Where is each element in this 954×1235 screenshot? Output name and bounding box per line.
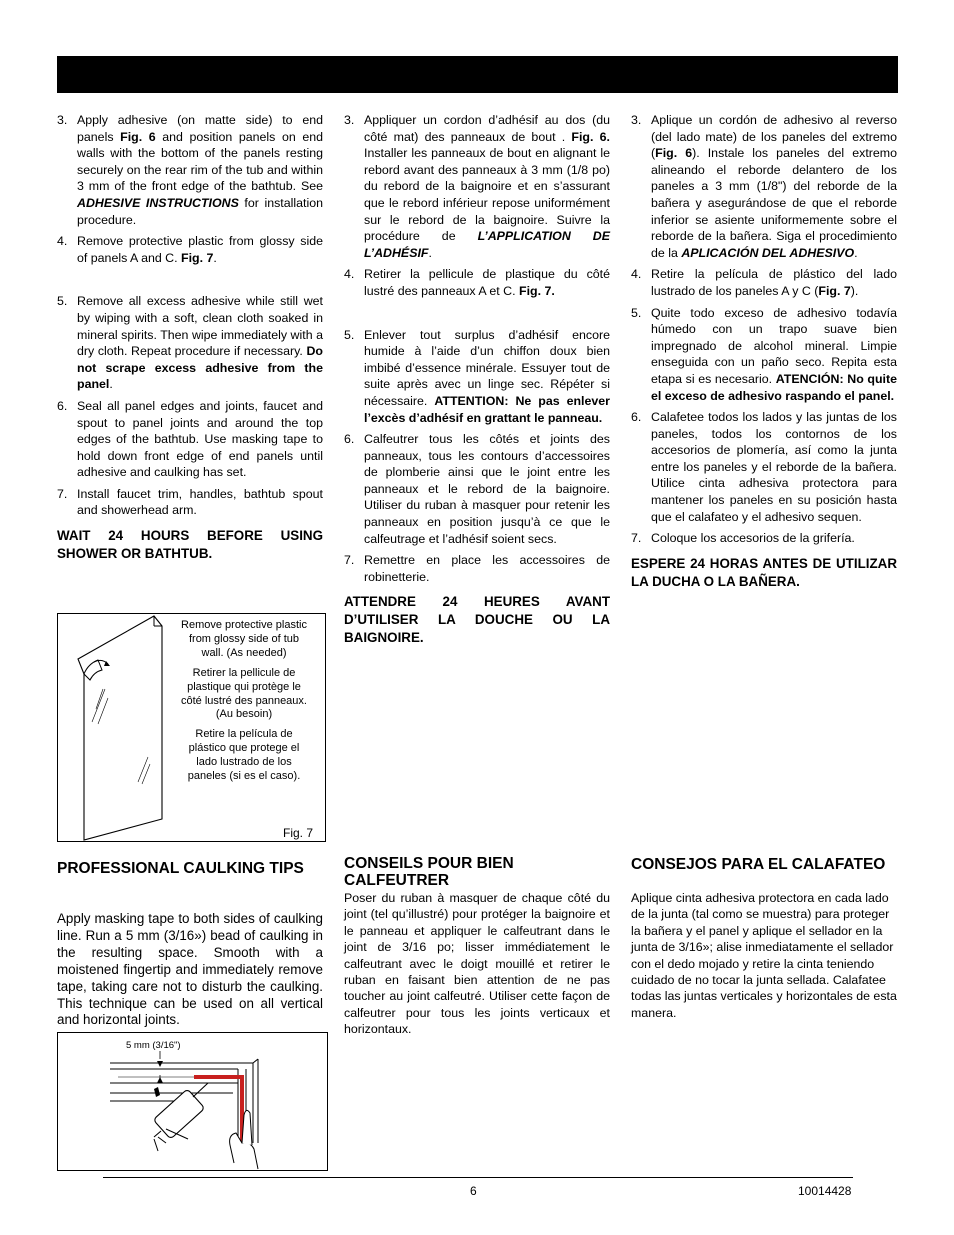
caulking-text-en: Apply masking tape to both sides of caulking line. Run a 5 mm (3/16») bead of caulking in the resulting space. Smooth with a moistened fingertip and immediately remove tape, taking care not to disturb the caulking. This technique can be used on all vertical and horizontal joints. (57, 911, 323, 1028)
header-bar (57, 56, 898, 93)
step-4-fr: 4. Retirer la pellicule de plastique du côté lustré des panneaux A et C. Fig. 7. (344, 267, 610, 298)
step-3-en: 3. Apply adhesive (on matte side) to end panels Fig. 6 and position panels on end walls with the bottom of the panels resting securely on the rear rim of the tub and within 3 mm of the front edge of the bathtub. See ADHESIVE INSTRUCTIONS for installation procedure. (57, 113, 323, 227)
caption-es: Retire la película de plástico que protege el lado lustrado de los paneles (si es el caso). (187, 728, 301, 783)
figure-label: Fig. 7 (282, 826, 313, 840)
step-3-es: 3. Aplique un cordón de adhesivo al reverso (del lado mate) de los paneles del extremo (Fig. 6). Instale los paneles del extremo alineando el reborde delantero de los paneles a 3 mm (1/8") del reborde de la bañera y asegurándose de que el reborde inferior se asiente uniformemente sobre el reborde de la bañera. Siga el procedimiento de la APLICACIÓN DEL ADHESIVO. (631, 113, 897, 260)
step-5-fr: 5. Enlever tout surplus d’adhésif encore humide à l’aide d’un chiffon doux bien imbibé d’essence minérale. Essuyer tout de suite après avec un linge sec. Répéter si nécessaire. ATTENTION: Ne pas enlever l’excès d’adhésif en grattant le panneau. (344, 327, 610, 425)
caption-fr: Retirer la pellicule de plastique qui protège le côté lustré des panneaux. (Au besoin) (181, 666, 307, 721)
step-5-es: 5. Quite todo exceso de adhesivo todavía húmedo con un trapo suave bien impregnado de alcohol mineral. Limpie enseguida con un paño seco. Repita esta etapa si es necesario. ATENCIÓN: No quite el exceso de adhesivo raspando el panel. (631, 305, 897, 403)
step-7-es: 7. Coloque los accesorios de la grifería. (631, 531, 855, 546)
caulking-text-fr: Poser du ruban à masquer de chaque côté du joint (tel qu’illustré) pour protéger la baignoire et le panneau et appliquer le calfeutrant dans le joint de 3/16 po; lisser immédiatement le calfeutrant avec le doigt mouillé et retirer le ruban en faisant bien attention de ne pas toucher au joint calfeutré. Utiliser cette façon de calfeutrer pour tous les joints verticaux et horizontaux. (344, 891, 610, 1037)
caulking-title-fr: CONSEILS POUR BIEN CALFEUTRER (344, 855, 514, 889)
caulking-figure (57, 1032, 328, 1171)
step-4-en: 4. Remove protective plastic from glossy side of panels A and C. Fig. 7. (57, 234, 323, 265)
figure-7-captions (180, 619, 308, 790)
panel-peel-illustration (58, 614, 188, 841)
spanish-column (631, 112, 897, 591)
step-6-es: 6. Calafetee todos los lados y las juntas de los paneles, todos los contornos de los accesorios de plomería, así como la junta entre los paneles y el reborde de la bañera. Utilice cinta adhesiva protectora para mantener los paneles en su posición hasta que el calafateo y el adhesivo sequen. (631, 410, 897, 524)
english-column (57, 112, 323, 563)
bead-dimension-label: 5 mm (3/16") (126, 1040, 181, 1051)
step-7-fr: 7. Remettre en place les accessoires de robinetterie. (344, 553, 610, 584)
caulking-illustration (58, 1033, 327, 1170)
step-6-fr: 6. Calfeutrer tous les côtés et joints des panneaux, tous les contours d’accessoires de plomberie ainsi que le joint entre les panneaux et le rebord de la baignoire. Utiliser du ruban à masquer pour retenir les panneaux en position jusqu’à ce que le calfeutrage et l’adhésif soient secs. (344, 432, 610, 546)
wait-notice-es: ESPERE 24 HORAS ANTES DE UTILIZAR LA DUCHA O LA BAÑERA. (631, 555, 897, 589)
step-6-en: 6. Seal all panel edges and joints, faucet and spout to panel joints and around the top edges of the bathtub. Use masking tape to hold down front edge of end panels until adhesive and caulking has set. (57, 398, 323, 480)
french-column (344, 112, 610, 647)
step-4-es: 4. Retire la película de plástico del lado lustrado de los paneles A y C (Fig. 7). (631, 267, 897, 298)
wait-notice-en: WAIT 24 HOURS BEFORE USING SHOWER OR BATHTUB. (57, 528, 323, 562)
footer-rule (103, 1177, 853, 1178)
figure-7 (57, 613, 326, 842)
document-number: 10014428 (798, 1184, 852, 1198)
caulking-title-es: CONSEJOS PARA EL CALAFATEO (631, 856, 886, 873)
step-7-en: 7. Install faucet trim, handles, bathtub spout and showerhead arm. (57, 486, 323, 518)
wait-notice-fr: ATTENDRE 24 HEURES AVANT D’UTILISER LA DOUCHE OU LA BAIGNOIRE. (344, 594, 610, 646)
step-5-en: 5. Remove all excess adhesive while still wet by wiping with a soft, clean cloth soaked in mineral spirits. Then wipe immediately with a dry cloth. Repeat procedure if necessary. Do not scrape excess adhesive from the panel. (57, 294, 323, 392)
caption-en: Remove protective plastic from glossy side of tub wall. (As needed) (181, 619, 307, 659)
caulking-text-es: Aplique cinta adhesiva protectora en cada lado de la junta (tal como se muestra) para proteger la bañera y el panel y aplique el sellador en la junta de 3/16»; alise inmediatamente el sellador con el dedo mojado y retire la cinta teniendo cuidado de no tocar la junta sellada. Calafatee todas las juntas verticales y horizontales de esta manera. (631, 891, 897, 1020)
page-number: 6 (470, 1184, 477, 1198)
caulking-title-en: PROFESSIONAL CAULKING TIPS (57, 860, 304, 877)
step-3-fr: 3. Appliquer un cordon d’adhésif au dos (du côté mat) des panneaux de bout . Fig. 6. Installer les panneaux de bout en alignant le rebord avant des panneaux à 3 mm (1/8 po) du rebord de la baignoire et en s’assurant que le rebord inférieur repose uniformément sur le rebord de la baignoire. Suivre la procédure de L’APPLICATION DE L’ADHÉSIF. (344, 113, 610, 260)
